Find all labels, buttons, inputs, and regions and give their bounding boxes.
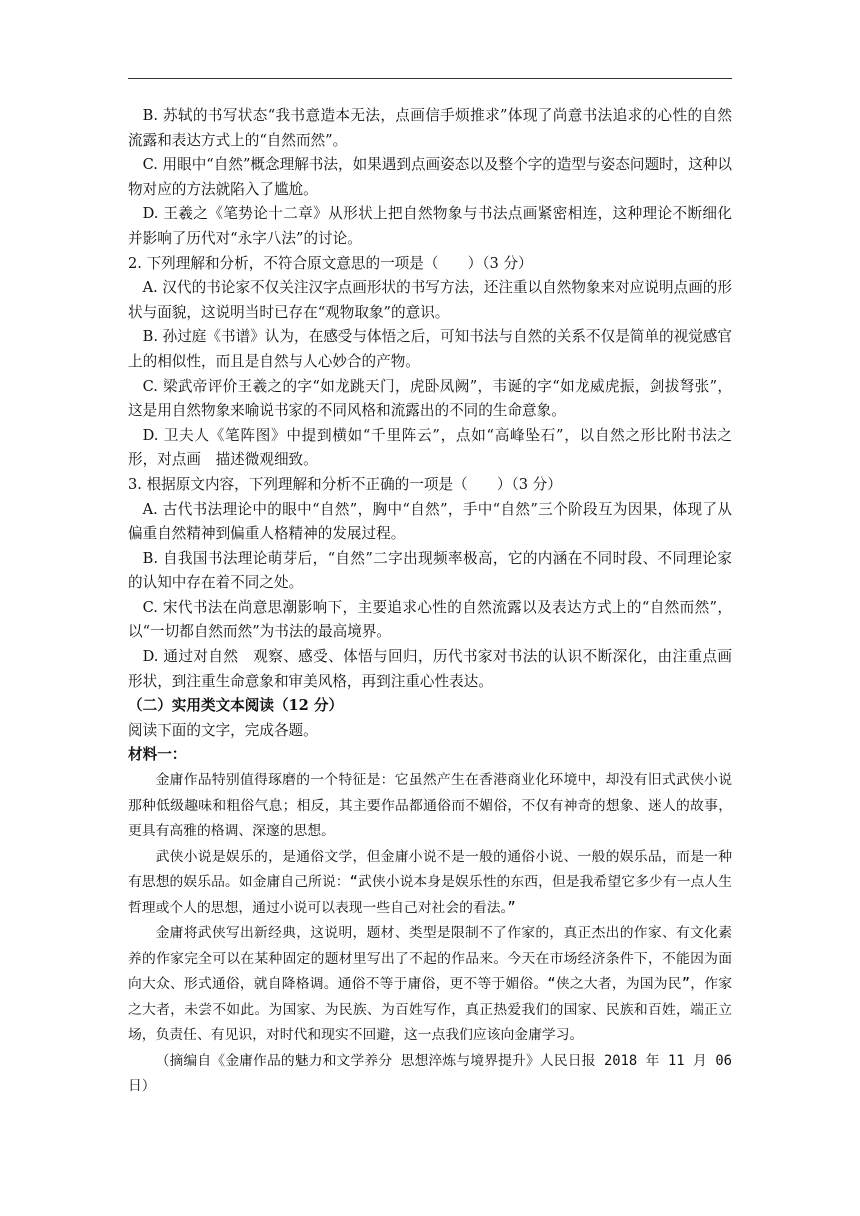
page-content: [128, 104, 741, 1100]
q3-option-b: B. 自我国书法理论萌芽后，“自然”二字出现频率极高，它的内涵在不同时段、不同理论家的认知中存在着不同之处。: [128, 549, 732, 592]
q3-option-d: D. 通过对自然 观察、感受、体悟与回归，历代书家对书法的认识不断深化，由注重点画形状，到注重生命意象和审美风格，再到注重心性表达。: [128, 648, 732, 690]
q2-stem: 2. 下列理解和分析，不符合原文意思的一项是（ ）（3 分）: [128, 254, 533, 272]
q1-option-d: D. 王羲之《笔势论十二章》从形状上把自然物象与书法点画紧密相连，这种理论不断细化并影响了历代对“永字八法”的讨论。: [128, 205, 732, 247]
material-paragraph: 金庸将武侠写出新经典，这说明，题材、类型是限制不了作家的，真正杰出的作家、有文化素养的作家完全可以在某种固定的题材里写出了不起的作品来。今天在市场经济条件下，不能因为面向大众、形式通俗，就自降格调。通俗不等于庸俗，更不等于媚俗。“侠之大者，为国为民”，作家之大者，未尝不如此。为国家、为民族、为百姓写作，真正热爱我们的国家、民族和百姓，端正立场，负责任、有见识，对时代和现实不回避，这一点我们应该向金庸学习。: [128, 925, 732, 1044]
material-paragraph: 武侠小说是娱乐的，是通俗文学，但金庸小说不是一般的通俗小说、一般的娱乐品，而是一种有思想的娱乐品。如金庸自己所说：“武侠小说本身是娱乐性的东西，但是我希望它多少有一点人生哲理或个人的思想，通过小说可以表现一些自己对社会的看法。”: [128, 848, 732, 916]
q2-option-d: D. 卫夫人《笔阵图》中提到横如“千里阵云”，点如“高峰坠石”，以自然之形比附书法之形，对点画 描述微观细致。: [128, 426, 732, 469]
q3-stem: 3. 根据原文内容，下列理解和分析不正确的一项是（ ）（3 分）: [128, 475, 562, 493]
material-paragraph: 金庸作品特别值得琢磨的一个特征是：它虽然产生在香港商业化环境中，却没有旧式武侠小说那种低级趣味和粗俗气息；相反，其主要作品都通俗而不媚俗，不仅有神奇的想象、迷人的故事，更具有高雅的格调、深邃的思想。: [128, 772, 732, 840]
section-instruction: 阅读下面的文字，完成各题。: [128, 721, 318, 739]
q2-option-c: C. 梁武帝评价王羲之的字“如龙跳天门，虎卧凤阙”，韦诞的字“如龙威虎振，剑拔弩张”，这是用自然物象来喻说书家的不同风格和流露出的不同的生命意象。: [128, 377, 732, 420]
header-rule: [128, 78, 732, 79]
q3-option-c: C. 宋代书法在尚意思潮影响下，主要追求心性的自然流露以及表达方式上的“自然而然”，以“一切都自然而然”为书法的最高境界。: [128, 598, 732, 641]
q3-option-a: A. 古代书法理论中的眼中“自然”，胸中“自然”，手中“自然”三个阶段互为因果，体现了从偏重自然精神到偏重人格精神的发展过程。: [128, 500, 732, 543]
material-title: 材料一：: [128, 746, 187, 764]
q1-option-c: C. 用眼中“自然”概念理解书法，如果遇到点画姿态以及整个字的造型与姿态问题时，这种以物对应的方法就陷入了尴尬。: [128, 156, 733, 198]
q2-option-b: B. 孙过庭《书谱》认为，在感受与体悟之后，可知书法与自然的关系不仅是简单的视觉感官上的相似性，而且是自然与人心妙合的产物。: [128, 328, 732, 370]
q1-option-b: B. 苏轼的书写状态“我书意造本无法，点画信手烦推求”体现了尚意书法追求的心性的自然流露和表达方式上的“自然而然”。: [128, 107, 732, 149]
material-source: （摘编自《金庸作品的魅力和文学养分 思想淬炼与境界提升》人民日报 2018 年 11 月 06 日）: [128, 1052, 741, 1095]
section-heading: （二）实用类文本阅读（12 分）: [128, 697, 344, 715]
q2-option-a: A. 汉代的书论家不仅关注汉字点画形状的书写方法，还注重以自然物象来对应说明点画的形状与面貌，这说明当时已存在“观物取象”的意识。: [128, 279, 732, 321]
